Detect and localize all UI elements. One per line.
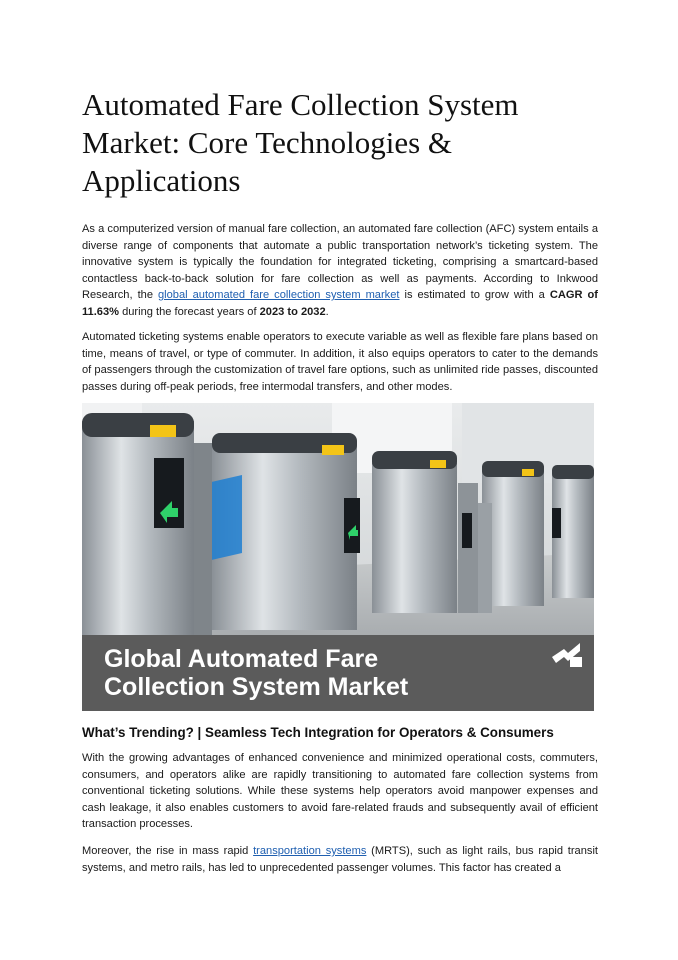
- mrts-text-cont: (MRTS), such as light rails, bus rapid transit systems, and metro rails, has led to unprecedented passenger volumes. This factor has created a: [82, 845, 598, 874]
- section-heading: What’s Trending? | Seamless Tech Integration for Operators & Consumers: [82, 725, 554, 740]
- intro-paragraph: [82, 221, 598, 320]
- trending-paragraph: With the growing advantages of enhanced convenience and minimized operational costs, commuters, consumers, and operators alike are rapidly transitioning to automated fare collection systems from conventional ticketing solutions. While these systems help operators avoid manpower expenses and cash leakage, it also enables customers to avoid fare-related frauds and subsequently avail of efficient transaction processes.: [82, 752, 598, 830]
- mrts-text: Moreover, the rise in mass rapid: [82, 845, 254, 857]
- fare-gates-illustration: [82, 403, 594, 635]
- page-title: Automated Fare Collection System Market: Core Technologies & Applications: [82, 87, 519, 198]
- forecast-years: 2023 to 2032: [259, 305, 326, 318]
- mrts-paragraph: [82, 843, 598, 876]
- cagr-value: CAGR of 11.63%: [82, 289, 598, 318]
- intro-text-cont: is estimated to grow with a: [399, 289, 550, 301]
- banner-title: [104, 645, 544, 701]
- intro-text: As a computerized version of manual fare collection, an automated fare collection (AFC) system entails a diverse range of components that automate a public transportation network’s ticketing system. The innovative system is typically the foundation for integrated ticketing, comprising a smartcard-based contactless back-to-back solution for fare collection as well as payments. According to Inkwood Research, the: [82, 223, 598, 301]
- intro-text-end: .: [325, 305, 329, 318]
- banner-line-1: Global Automated Fare: [104, 645, 379, 673]
- banner-line-2: Collection System Market: [104, 673, 409, 701]
- inkwood-logo-icon: [550, 639, 584, 669]
- intro-text-mid: during the forecast years of: [119, 305, 260, 318]
- hero-image: [82, 403, 594, 711]
- transportation-systems-link[interactable]: transportation systems: [253, 845, 367, 857]
- market-report-link[interactable]: global automated fare collection system market: [158, 289, 400, 301]
- ticketing-paragraph: Automated ticketing systems enable operators to execute variable as well as flexible fare plans based on time, means of travel, or type of commuter. In addition, it also equips operators to cater to the demands of passengers through the customization of travel fare options, such as unlimited ride passes, discounted passes during off-peak periods, free intermodal transfers, and other modes.: [82, 331, 598, 393]
